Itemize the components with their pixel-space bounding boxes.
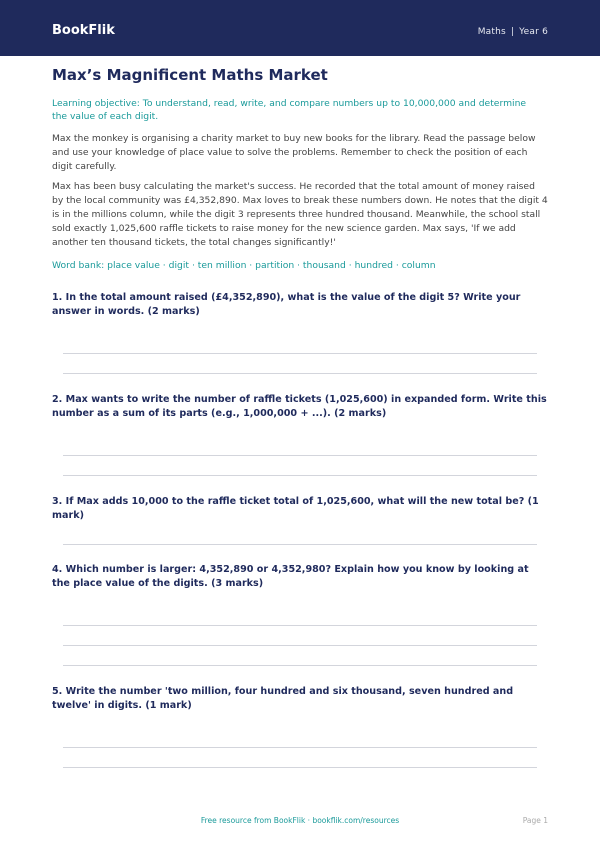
intro-paragraph: Max the monkey is organising a charity market to buy new books for the library. Read the passage below and use your knowledge of place value to solve the problems. Remember to check the position of each digit carefully. [52,133,536,172]
page-number: Page 1 [522,816,548,825]
question-3: 3. If Max adds 10,000 to the raffle ticket total of 1,025,600, what will the new total be? (1 mark) [52,496,539,521]
answer-line[interactable] [63,767,537,768]
footer-credit: Free resource from BookFlik · bookflik.com/resources [200,816,400,825]
subject-label: Maths [477,27,506,37]
separator: | [510,27,515,37]
question-4: 4. Which number is larger: 4,352,890 or 4,352,980? Explain how you know by looking at the place value of the digits. (3 marks) [52,564,529,589]
question-1: 1. In the total amount raised (£4,352,890), what is the value of the digit 5? Write your answer in words. (2 marks) [52,292,521,317]
header-bar [0,0,600,56]
answer-line[interactable] [63,455,537,456]
answer-line[interactable] [63,475,537,476]
word-bank: Word bank: place value · digit · ten million · partition · thousand · hundred · column [52,260,436,271]
answer-line[interactable] [63,353,537,354]
question-5: 5. Write the number 'two million, four hundred and six thousand, seven hundred and twelve' in digits. (1 mark) [52,686,514,711]
answer-line[interactable] [63,665,537,666]
worksheet-title: Max’s Magnificent Maths Market [52,66,328,84]
answer-line[interactable] [63,625,537,626]
question-2: 2. Max wants to write the number of raffle tickets (1,025,600) in expanded form. Write this number as a sum of its parts (e.g., 1,000,000 + ...). (2 marks) [52,394,547,419]
year-label: Year 6 [519,27,548,37]
answer-line[interactable] [63,645,537,646]
answer-line[interactable] [63,544,537,545]
learning-objective: Learning objective: To understand, read, write, and compare numbers up to 10,000,000 and determine the value of each digit. [52,98,527,122]
passage-paragraph: Max has been busy calculating the market's success. He recorded that the total amount of money raised by the local community was £4,352,890. Max loves to break these numbers down. He notes that the digit 4 is in the millions column, while the digit 3 represents three hundred thousand. Meanwhile, the school stall sold exactly 1,025,600 raffle tickets to raise money for the new science garden. Max says, 'If we add another ten thousand tickets, the total changes significantly!' [52,181,548,248]
answer-line[interactable] [63,747,537,748]
subject-year-label [478,27,548,37]
brand-logo: BookFlik [52,23,115,38]
answer-line[interactable] [63,373,537,374]
